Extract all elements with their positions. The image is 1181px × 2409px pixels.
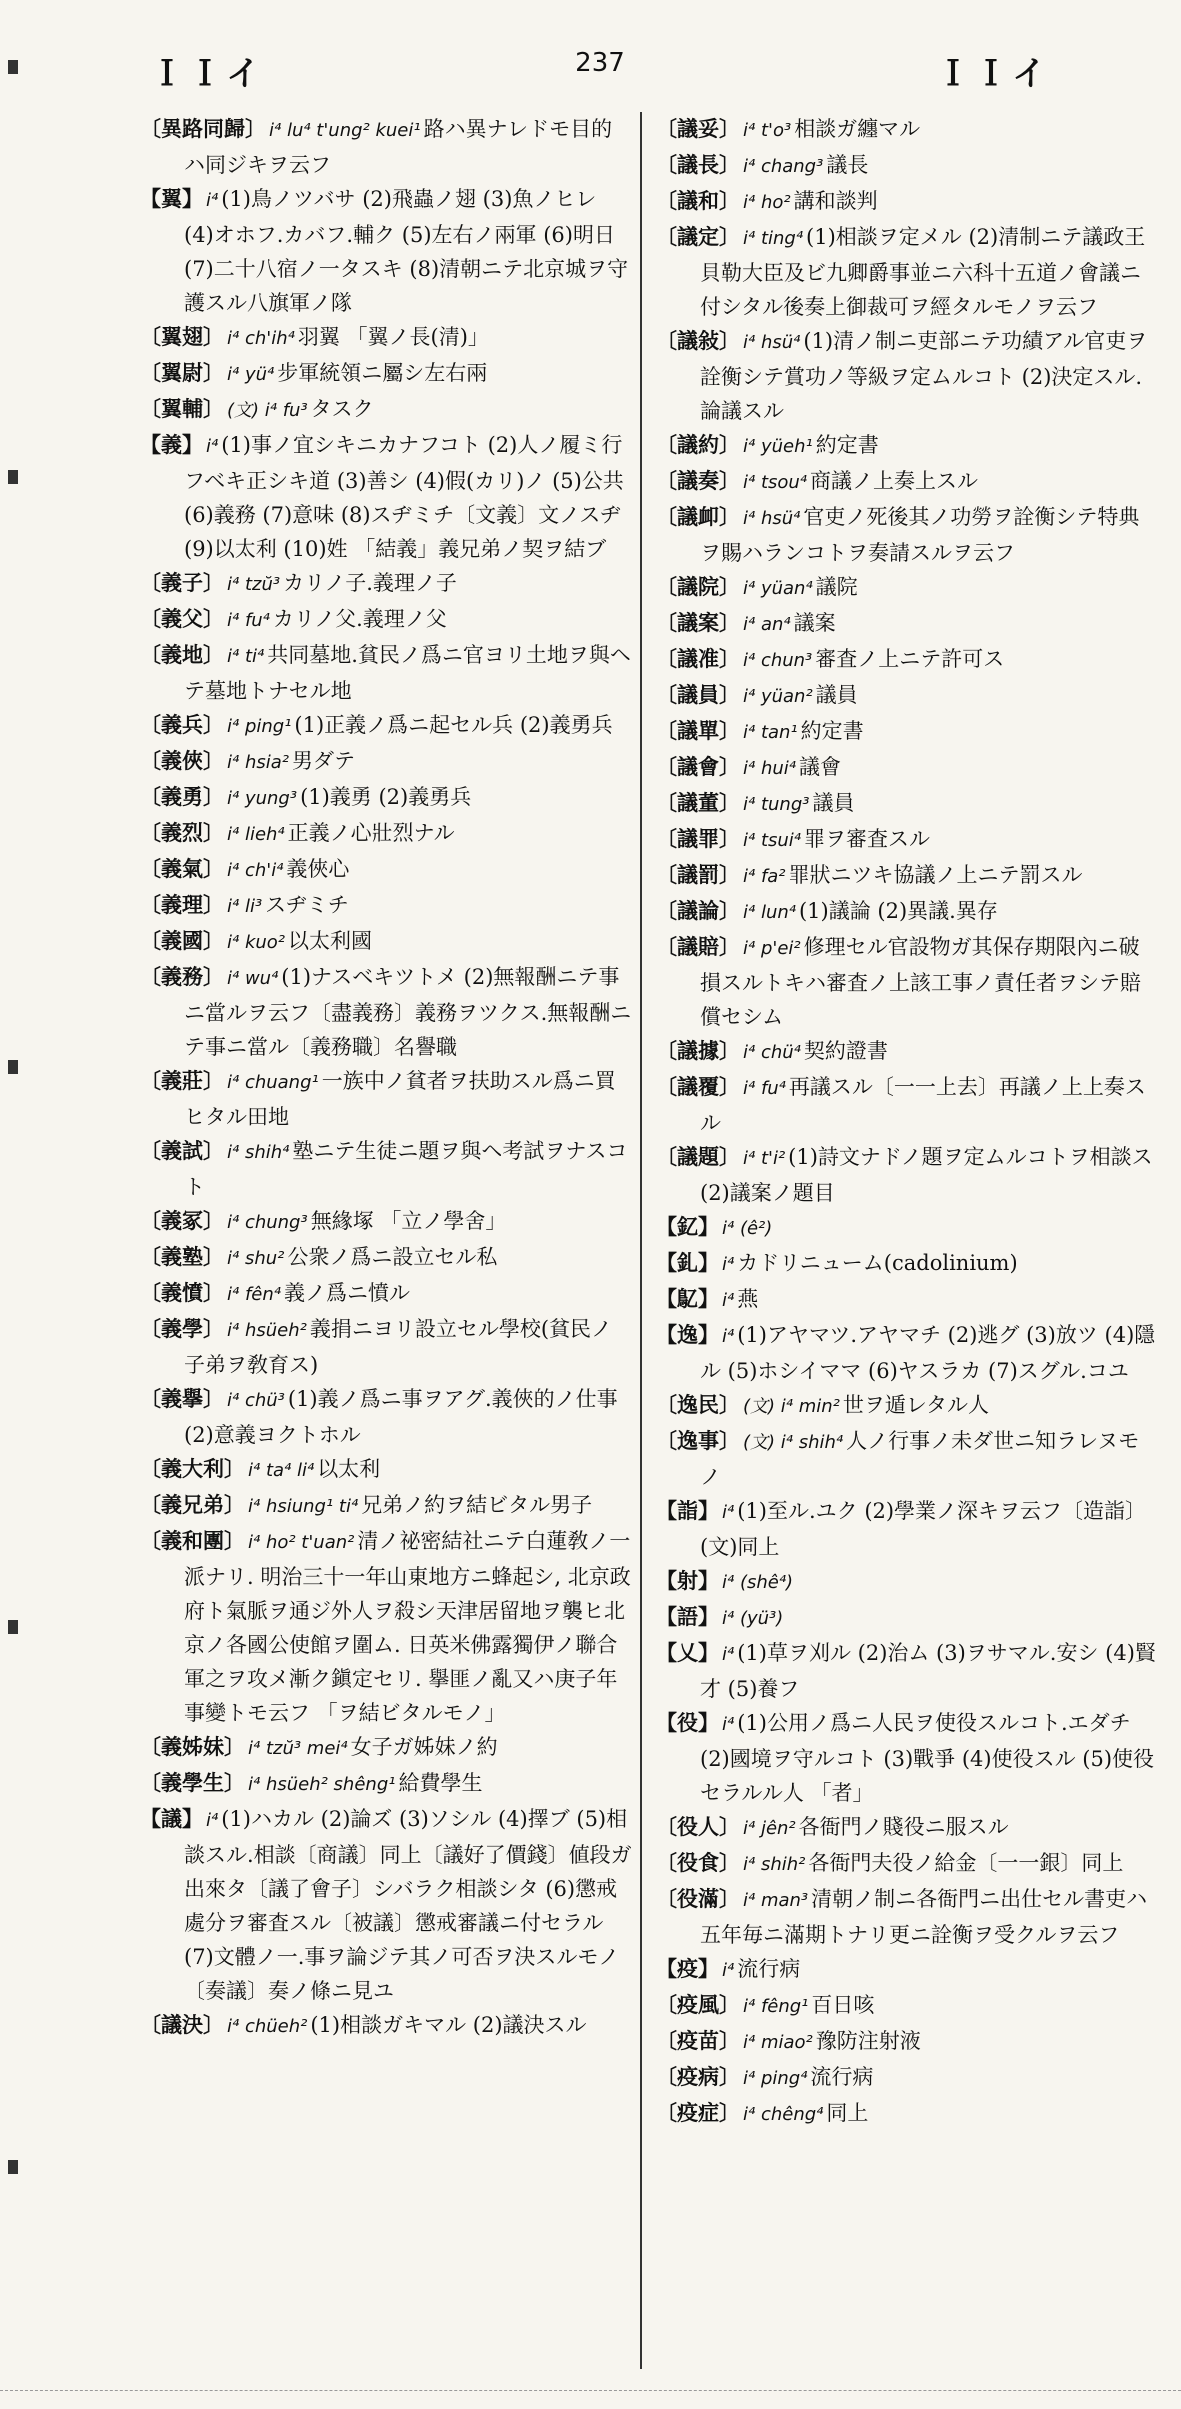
dictionary-entry <box>140 1204 632 1240</box>
entry-headword: 〔議題〕 <box>656 1144 740 1169</box>
dictionary-body <box>140 112 1160 2369</box>
entry-definition: 議員 <box>812 791 855 815</box>
dictionary-entry <box>140 708 632 744</box>
entry-headword: 〔議罰〕 <box>656 862 740 887</box>
entry-definition: 正義ノ心壯烈ナル <box>287 821 455 845</box>
entry-reading: i⁴ hsü⁴ <box>743 332 801 353</box>
margin-mark <box>8 60 18 74</box>
entry-definition: (1)議論 (2)異議.異存 <box>798 899 998 923</box>
dictionary-entry <box>656 1846 1160 1882</box>
dictionary-entry <box>656 1424 1160 1494</box>
entry-definition: (1)清ノ制ニ吏部ニテ功績アル官吏ヲ詮衡シテ賞功ノ等級ヲ定ムルコト (2)決定スル.論議スル <box>700 329 1148 423</box>
dictionary-entry <box>656 112 1160 148</box>
entry-headword: 〔役人〕 <box>656 1814 740 1839</box>
entry-reading: i⁴ (yü³) <box>722 1608 784 1629</box>
dictionary-entry <box>140 428 632 566</box>
dictionary-entry <box>656 822 1160 858</box>
dictionary-entry <box>656 606 1160 642</box>
entry-headword: 〔疫症〕 <box>656 2100 740 2125</box>
entry-reading: i⁴ jên² <box>743 1818 796 1839</box>
dictionary-entry <box>656 1318 1160 1388</box>
dictionary-entry <box>140 1064 632 1134</box>
entry-headword: 【役】 <box>656 1710 719 1735</box>
entry-definition: (1)ハカル (2)論ズ (3)ソシル (4)擇ブ (5)相談スル.相談〔商議〕同上〔議好了價錢〕値段ガ出來タ〔議了會子〕シバラク相談シタ (6)懲戒處分ヲ審査スル〔被議〕懲戒審議ニ付セラル (7)文體ノ一.事ヲ論ジテ其ノ可否ヲ決スルモノ〔奏議〕奏ノ條ニ見ユ <box>184 1807 632 2003</box>
entry-headword: 〔議長〕 <box>656 152 740 177</box>
entry-reading: i⁴ chung³ <box>227 1212 308 1233</box>
entry-headword: 【釓】 <box>656 1250 719 1275</box>
entry-headword: 〔議奏〕 <box>656 468 740 493</box>
entry-headword: 〔義國〕 <box>140 928 224 953</box>
dictionary-entry <box>656 1810 1160 1846</box>
entry-reading: i⁴ ch'i⁴ <box>227 860 284 881</box>
dictionary-entry <box>656 570 1160 606</box>
entry-reading: i⁴ hsü⁴ <box>743 508 801 529</box>
dictionary-entry <box>656 1246 1160 1282</box>
dictionary-entry <box>656 1388 1160 1424</box>
entry-reading: i⁴ hsüeh² <box>227 1320 307 1341</box>
margin-mark <box>8 1060 18 1074</box>
entry-reading: i⁴ chang³ <box>743 156 824 177</box>
entry-reading: i⁴ chuang¹ <box>227 1072 319 1093</box>
header-index-right: ＩＩイ <box>936 54 1050 94</box>
entry-reading: i⁴ fa² <box>743 866 786 887</box>
dictionary-entry <box>656 714 1160 750</box>
entry-headword: 〔議定〕 <box>656 224 740 249</box>
entry-headword: 〔義父〕 <box>140 606 224 631</box>
entry-definition: 約定書 <box>800 719 864 743</box>
entry-reading: i⁴ tsui⁴ <box>743 830 801 851</box>
dictionary-entry <box>140 780 632 816</box>
dictionary-entry <box>140 638 632 708</box>
entry-definition: (1)義ノ爲ニ事ヲアグ.義俠的ノ仕事 (2)意義ヨクトホル <box>184 1387 618 1447</box>
entry-reading: i⁴ an⁴ <box>743 614 791 635</box>
entry-headword: 〔議院〕 <box>656 574 740 599</box>
dictionary-entry <box>656 324 1160 428</box>
entry-headword: 〔議案〕 <box>656 610 740 635</box>
entry-reading: i⁴ chun³ <box>743 650 813 671</box>
entry-reading: i⁴ hsia² <box>227 752 289 773</box>
entry-reading: i⁴ <box>206 190 219 211</box>
dictionary-entry <box>656 220 1160 324</box>
entry-headword: 〔議會〕 <box>656 754 740 779</box>
entry-definition: 清朝ノ制ニ各衙門ニ出仕セル書吏ハ五年毎ニ滿期トナリ更ニ詮衡ヲ受クルヲ云フ <box>700 1887 1148 1947</box>
entry-headword: 【乂】 <box>656 1640 719 1665</box>
entry-definition: タスク <box>310 397 374 421</box>
entry-reading: i⁴ t'i² <box>743 1148 786 1169</box>
entry-definition: 塾ニテ生徒ニ題ヲ與ヘ考試ヲナスコト <box>184 1139 628 1199</box>
entry-reading: i⁴ shu² <box>227 1248 285 1269</box>
dictionary-entry <box>656 1988 1160 2024</box>
margin-mark <box>8 2160 18 2174</box>
dictionary-entry <box>656 1882 1160 1952</box>
entry-reading: i⁴ tung³ <box>743 794 810 815</box>
entry-reading: i⁴ ho² t'uan² <box>248 1532 355 1553</box>
dictionary-entry <box>140 182 632 320</box>
entry-headword: 〔義學生〕 <box>140 1770 245 1795</box>
entry-reading: i⁴ (ê²) <box>722 1218 773 1239</box>
entry-reading: i⁴ ping⁴ <box>743 2068 808 2089</box>
entry-headword: 〔議據〕 <box>656 1038 740 1063</box>
entry-definition: 義ノ爲ニ憤ル <box>283 1281 410 1305</box>
entry-definition: (1)至ル.ユク (2)學業ノ深キヲ云フ〔造詣〕(文)同上 <box>700 1499 1147 1559</box>
entry-reading: i⁴ lieh⁴ <box>227 824 285 845</box>
entry-definition: 講和談判 <box>793 189 878 213</box>
entry-definition: 再議スル〔一一上去〕再議ノ上上奏スル <box>700 1075 1146 1135</box>
entry-definition: 義俠心 <box>286 857 350 881</box>
dictionary-entry <box>140 1382 632 1452</box>
dictionary-entry <box>656 678 1160 714</box>
entry-headword: 〔義俠〕 <box>140 748 224 773</box>
dictionary-entry <box>656 1952 1160 1988</box>
entry-reading: i⁴ hui⁴ <box>743 758 796 779</box>
entry-definition: 以太利國 <box>288 929 372 953</box>
dictionary-entry <box>140 320 632 356</box>
dictionary-entry <box>656 1140 1160 1210</box>
entry-headword: 〔疫苗〕 <box>656 2028 740 2053</box>
entry-reading: i⁴ yüan⁴ <box>743 578 813 599</box>
entry-headword: 〔翼翅〕 <box>140 324 224 349</box>
margin-mark <box>8 470 18 484</box>
entry-definition: 流行病 <box>737 1957 801 1981</box>
entry-reading: i⁴ tan¹ <box>743 722 798 743</box>
entry-definition: スヂミチ <box>265 893 349 917</box>
entry-headword: 〔議論〕 <box>656 898 740 923</box>
entry-headword: 〔議約〕 <box>656 432 740 457</box>
entry-definition: 審査ノ上ニテ許可ス <box>815 647 1005 671</box>
entry-reading: i⁴ ti⁴ <box>227 646 265 667</box>
dictionary-entry <box>656 1706 1160 1810</box>
entry-headword: 〔義姊妹〕 <box>140 1734 245 1759</box>
entry-headword: 【翼】 <box>140 186 203 211</box>
entry-headword: 〔義兵〕 <box>140 712 224 737</box>
entry-headword: 〔議員〕 <box>656 682 740 707</box>
entry-reading: i⁴ chü⁴ <box>743 1042 801 1063</box>
entry-definition: (1)事ノ宜シキニカナフコト (2)人ノ履ミ行フベキ正シキ道 (3)善シ (4)假(カリ)ノ (5)公共 (6)義務 (7)意味 (8)スヂミチ〔文義〕文ノスヂ (9)以太利 (10)姓 「結義」義兄弟ノ契ヲ結ブ <box>184 433 624 561</box>
entry-reading: i⁴ ho² <box>743 192 791 213</box>
entry-definition: 議院 <box>815 575 858 599</box>
entry-definition: (1)義勇 (2)義勇兵 <box>300 785 472 809</box>
entry-reading: (文) i⁴ shih⁴ <box>743 1432 844 1453</box>
entry-reading: i⁴ p'ei² <box>743 938 801 959</box>
entry-headword: 〔疫病〕 <box>656 2064 740 2089</box>
page-number: 237 <box>575 48 625 78</box>
dictionary-entry <box>656 1600 1160 1636</box>
entry-reading: i⁴ <box>722 1714 735 1735</box>
entry-reading: (文) i⁴ fu³ <box>227 400 308 421</box>
entry-definition: 人ノ行事ノ未ダ世ニ知ラレヌモノ <box>700 1429 1140 1489</box>
entry-definition: 步軍統領ニ屬シ左右兩 <box>277 361 488 385</box>
dictionary-entry <box>656 786 1160 822</box>
entry-headword: 〔疫風〕 <box>656 1992 740 2017</box>
entry-headword: 〔逸事〕 <box>656 1428 740 1453</box>
entry-headword: 〔役滿〕 <box>656 1886 740 1911</box>
dictionary-entry <box>140 1524 632 1730</box>
entry-headword: 〔義烈〕 <box>140 820 224 845</box>
entry-definition: 無緣塚 「立ノ學舍」 <box>310 1209 507 1233</box>
entry-headword: 〔義莊〕 <box>140 1068 224 1093</box>
entry-headword: 〔義勇〕 <box>140 784 224 809</box>
entry-reading: i⁴ <box>722 1254 735 1275</box>
entry-definition: (1)相談ヲ定メル (2)清制ニテ議政王貝勒大臣及ビ九卿爵事並ニ六科十五道ノ會議ニ付シタル後奏上御裁可ヲ經タルモノヲ云フ <box>700 225 1146 319</box>
entry-headword: 【議】 <box>140 1806 203 1831</box>
dictionary-entry <box>140 602 632 638</box>
entry-headword: 〔議董〕 <box>656 790 740 815</box>
entry-definition: 給費學生 <box>398 1771 483 1795</box>
dictionary-entry <box>656 1210 1160 1246</box>
entry-reading: i⁴ <box>206 436 219 457</box>
entry-definition: 豫防注射液 <box>815 2029 921 2053</box>
entry-definition: 議員 <box>815 683 858 707</box>
page-header <box>150 38 1050 94</box>
entry-headword: 【疫】 <box>656 1956 719 1981</box>
entry-definition: 以太利 <box>317 1457 381 1481</box>
dictionary-entry <box>140 852 632 888</box>
entry-headword: 〔翼輔〕 <box>140 396 224 421</box>
dictionary-entry <box>140 1134 632 1204</box>
entry-reading: i⁴ fu⁴ <box>227 610 270 631</box>
right-column <box>656 112 1160 2369</box>
dictionary-entry <box>656 894 1160 930</box>
dictionary-entry <box>140 816 632 852</box>
entry-headword: 〔議准〕 <box>656 646 740 671</box>
entry-headword: 【義】 <box>140 432 203 457</box>
entry-definition: 議會 <box>798 755 841 779</box>
entry-definition: 男ダテ <box>291 749 355 773</box>
dictionary-entry <box>140 1730 632 1766</box>
entry-headword: 〔義氣〕 <box>140 856 224 881</box>
dictionary-entry <box>140 1312 632 1382</box>
entry-definition: カリノ子.義理ノ子 <box>283 571 457 595</box>
entry-headword: 【詣】 <box>656 1498 719 1523</box>
entry-reading: i⁴ <box>722 1290 735 1311</box>
entry-definition: 羽翼 「翼ノ長(清)」 <box>297 325 489 349</box>
entry-headword: 〔議和〕 <box>656 188 740 213</box>
entry-reading: i⁴ shih² <box>743 1854 806 1875</box>
entry-definition: 燕 <box>737 1287 759 1311</box>
entry-reading: i⁴ li³ <box>227 896 263 917</box>
entry-definition: 約定書 <box>815 433 879 457</box>
dictionary-entry <box>140 924 632 960</box>
entry-headword: 【逸】 <box>656 1322 719 1347</box>
entry-reading: i⁴ lun⁴ <box>743 902 796 923</box>
entry-headword: 〔義兄弟〕 <box>140 1492 245 1517</box>
entry-headword: 〔義學〕 <box>140 1316 224 1341</box>
entry-reading: i⁴ chêng⁴ <box>743 2104 824 2125</box>
entry-reading: i⁴ tsou⁴ <box>743 472 808 493</box>
dictionary-entry <box>140 1766 632 1802</box>
entry-reading: i⁴ lu⁴ t'ung² kuei¹ <box>269 120 421 141</box>
entry-definition: (1)草ヲ刈ル (2)治ム (3)ヲサマル.安シ (4)賢才 (5)養フ <box>700 1641 1156 1701</box>
entry-headword: 〔義和團〕 <box>140 1528 245 1553</box>
entry-headword: 〔義冢〕 <box>140 1208 224 1233</box>
entry-reading: i⁴ ch'ih⁴ <box>227 328 295 349</box>
entry-reading: i⁴ man³ <box>743 1890 809 1911</box>
entry-definition: 公衆ノ爲ニ設立セル私 <box>287 1245 498 1269</box>
entry-reading: (文) i⁴ min² <box>743 1396 840 1417</box>
entry-headword: 【鳦】 <box>656 1286 719 1311</box>
dictionary-entry <box>656 1636 1160 1706</box>
entry-reading: i⁴ ta⁴ li⁴ <box>248 1460 315 1481</box>
entry-definition: 世ヲ遁レタル人 <box>842 1393 990 1417</box>
entry-headword: 〔議敍〕 <box>656 328 740 353</box>
entry-definition: 共同墓地.貧民ノ爲ニ官ヨリ土地ヲ與ヘテ墓地トナセル地 <box>184 643 631 703</box>
entry-reading: i⁴ <box>206 1810 219 1831</box>
entry-definition: 各衙門ノ賤役ニ服スル <box>798 1815 1009 1839</box>
entry-definition: 路ハ異ナレドモ目的ハ同ジキヲ云フ <box>184 117 613 177</box>
entry-definition: 相談ガ纏マル <box>794 117 921 141</box>
entry-headword: 〔翼尉〕 <box>140 360 224 385</box>
entry-definition: カリノ父.義理ノ父 <box>272 607 447 631</box>
dictionary-entry <box>656 1494 1160 1564</box>
entry-reading: i⁴ fu⁴ <box>743 1078 786 1099</box>
entry-reading: i⁴ chüeh² <box>227 2016 308 2037</box>
entry-definition: 官吏ノ死後其ノ功勞ヲ詮衡シテ特典ヲ賜ハランコトヲ奏請スルヲ云フ <box>700 505 1140 565</box>
entry-definition: 罪狀ニツキ協議ノ上ニテ罰スル <box>788 863 1083 887</box>
entry-reading: i⁴ <box>722 1960 735 1981</box>
entry-definition: 議案 <box>793 611 836 635</box>
dictionary-entry <box>140 960 632 1064</box>
entry-reading: i⁴ tzŭ³ <box>227 574 281 595</box>
entry-reading: i⁴ kuo² <box>227 932 285 953</box>
bottom-rule <box>0 2390 1181 2391</box>
entry-headword: 〔議決〕 <box>140 2012 224 2037</box>
entry-headword: 〔義地〕 <box>140 642 224 667</box>
dictionary-entry <box>656 2060 1160 2096</box>
entry-definition: 各衙門夫役ノ給金〔一一銀〕同上 <box>808 1851 1124 1875</box>
entry-reading: i⁴ yüan² <box>743 686 813 707</box>
entry-definition: 百日咳 <box>811 1993 875 2017</box>
dictionary-entry <box>140 356 632 392</box>
entry-headword: 〔異路同歸〕 <box>140 116 266 141</box>
entry-reading: i⁴ <box>722 1326 735 1347</box>
dictionary-entry <box>656 750 1160 786</box>
entry-reading: i⁴ t'o³ <box>743 120 792 141</box>
dictionary-entry <box>140 392 632 428</box>
entry-reading: i⁴ fên⁴ <box>227 1284 281 1305</box>
entry-headword: 〔義子〕 <box>140 570 224 595</box>
entry-definition: (1)公用ノ爲ニ人民ヲ使役スルコト.エダチ (2)國境ヲ守ルコト (3)戰爭 (4)使役スル (5)使役セラルル人 「者」 <box>700 1711 1155 1805</box>
dictionary-entry <box>656 2096 1160 2132</box>
entry-headword: 〔義擧〕 <box>140 1386 224 1411</box>
entry-definition: 契約證書 <box>803 1039 888 1063</box>
left-column <box>140 112 632 2369</box>
entry-headword: 〔義務〕 <box>140 964 224 989</box>
dictionary-entry <box>656 148 1160 184</box>
dictionary-entry <box>656 2024 1160 2060</box>
dictionary-entry <box>656 1282 1160 1318</box>
entry-reading: i⁴ <box>722 1644 735 1665</box>
entry-headword: 〔議單〕 <box>656 718 740 743</box>
entry-definition: 流行病 <box>810 2065 874 2089</box>
entry-definition: 義捐ニヨリ設立セル學校(貧民ノ子弟ヲ敎育ス) <box>184 1317 613 1377</box>
entry-definition: 兄弟ノ約ヲ結ビタル男子 <box>361 1493 593 1517</box>
entry-reading: i⁴ wu⁴ <box>227 968 279 989</box>
dictionary-entry <box>656 858 1160 894</box>
dictionary-entry <box>656 184 1160 220</box>
entry-headword: 〔議賠〕 <box>656 934 740 959</box>
dictionary-entry <box>656 1564 1160 1600</box>
dictionary-entry <box>140 744 632 780</box>
dictionary-entry <box>656 500 1160 570</box>
entry-reading: i⁴ miao² <box>743 2032 813 2053</box>
entry-definition: 議長 <box>826 153 869 177</box>
margin-mark <box>8 1620 18 1634</box>
entry-reading: i⁴ hsiung¹ ti⁴ <box>248 1496 359 1517</box>
entry-headword: 〔議覆〕 <box>656 1074 740 1099</box>
dictionary-entry <box>140 1240 632 1276</box>
dictionary-entry <box>140 2008 632 2044</box>
entry-headword: 〔逸民〕 <box>656 1392 740 1417</box>
dictionary-entry <box>656 642 1160 678</box>
dictionary-entry <box>656 930 1160 1034</box>
entry-headword: 〔議罪〕 <box>656 826 740 851</box>
entry-headword: 〔義試〕 <box>140 1138 224 1163</box>
dictionary-entry <box>140 888 632 924</box>
entry-reading: i⁴ fêng¹ <box>743 1996 809 2017</box>
entry-reading: i⁴ ping¹ <box>227 716 292 737</box>
entry-reading: i⁴ yüeh¹ <box>743 436 813 457</box>
dictionary-entry <box>140 1452 632 1488</box>
entry-reading: i⁴ hsüeh² shêng¹ <box>248 1774 396 1795</box>
entry-definition: カドリニューム(cadolinium) <box>737 1251 1018 1275</box>
entry-headword: 〔義塾〕 <box>140 1244 224 1269</box>
entry-reading: i⁴ yü⁴ <box>227 364 275 385</box>
entry-headword: 〔議妥〕 <box>656 116 740 141</box>
entry-reading: i⁴ ting⁴ <box>743 228 804 249</box>
dictionary-entry <box>140 1802 632 2008</box>
entry-headword: 【釔】 <box>656 1214 719 1239</box>
dictionary-entry <box>656 1070 1160 1140</box>
entry-definition: (1)詩文ナドノ題ヲ定ムルコトヲ相談ス (2)議案ノ題目 <box>700 1145 1153 1205</box>
entry-headword: 【射】 <box>656 1568 719 1593</box>
header-index-left: ＩＩイ <box>150 54 264 94</box>
entry-definition: 一族中ノ貧者ヲ扶助スル爲ニ買ヒタル田地 <box>184 1069 616 1129</box>
dictionary-entry <box>656 464 1160 500</box>
entry-definition: 同上 <box>826 2101 869 2125</box>
dictionary-entry <box>140 112 632 182</box>
entry-reading: i⁴ yung³ <box>227 788 298 809</box>
dictionary-entry <box>140 1488 632 1524</box>
entry-definition: 女子ガ姊妹ノ約 <box>350 1735 498 1759</box>
entry-headword: 〔義大利〕 <box>140 1456 245 1481</box>
dictionary-entry <box>140 1276 632 1312</box>
entry-reading: i⁴ tzŭ³ mei⁴ <box>248 1738 348 1759</box>
entry-reading: i⁴ shih⁴ <box>227 1142 290 1163</box>
entry-headword: 〔役食〕 <box>656 1850 740 1875</box>
entry-definition: (1)正義ノ爲ニ起セル兵 (2)義勇兵 <box>294 713 613 737</box>
entry-definition: 商議ノ上奏上スル <box>810 469 979 493</box>
entry-headword: 〔義憤〕 <box>140 1280 224 1305</box>
entry-headword: 【語】 <box>656 1604 719 1629</box>
entry-definition: (1)アヤマツ.アヤマチ (2)逃グ (3)放ツ (4)隱ル (5)ホシイママ (6)ヤスラカ (7)スグル.コユ <box>700 1323 1156 1383</box>
entry-definition: 修理セル官設物ガ其保存期限內ニ破損スルトキハ審査ノ上該工事ノ責任者ヲシテ賠償セシム <box>700 935 1141 1029</box>
entry-reading: i⁴ <box>722 1502 735 1523</box>
entry-definition: (1)相談ガキマル (2)議決スル <box>310 2013 587 2037</box>
dictionary-entry <box>140 566 632 602</box>
entry-headword: 〔議卹〕 <box>656 504 740 529</box>
entry-definition: (1)鳥ノツバサ (2)飛蟲ノ翅 (3)魚ノヒレ (4)オホフ.カバフ.輔ク (5)左右ノ兩軍 (6)明日 (7)二十八宿ノ一タスキ (8)清朝ニテ北京城ヲ守護スル八旗軍ノ隊 <box>184 187 629 315</box>
dictionary-entry <box>656 1034 1160 1070</box>
entry-reading: i⁴ (shê⁴) <box>722 1572 794 1593</box>
entry-reading: i⁴ chü³ <box>227 1390 285 1411</box>
entry-definition: (1)ナスベキツトメ (2)無報酬ニテ事ニ當ルヲ云フ〔盡義務〕義務ヲツクス.無報酬ニテ事ニ當ル〔義務職〕名譽職 <box>184 965 632 1059</box>
entry-definition: 清ノ祕密結社ニテ白蓮敎ノ一派ナリ. 明治三十一年山東地方ニ蜂起シ, 北京政府ト氣脈ヲ通ジ外人ヲ殺シ天津居留地ヲ襲ヒ北京ノ各國公使館ヲ圍ム. 日英米佛露獨伊ノ聯合軍之ヲ攻メ漸ク鎭定セリ. 擧匪ノ亂又ハ庚子年事變トモ云フ 「ヲ結ビタルモノ」 <box>184 1529 631 1725</box>
entry-definition: 罪ヲ審査スル <box>804 827 930 851</box>
dictionary-entry <box>656 428 1160 464</box>
entry-headword: 〔義理〕 <box>140 892 224 917</box>
